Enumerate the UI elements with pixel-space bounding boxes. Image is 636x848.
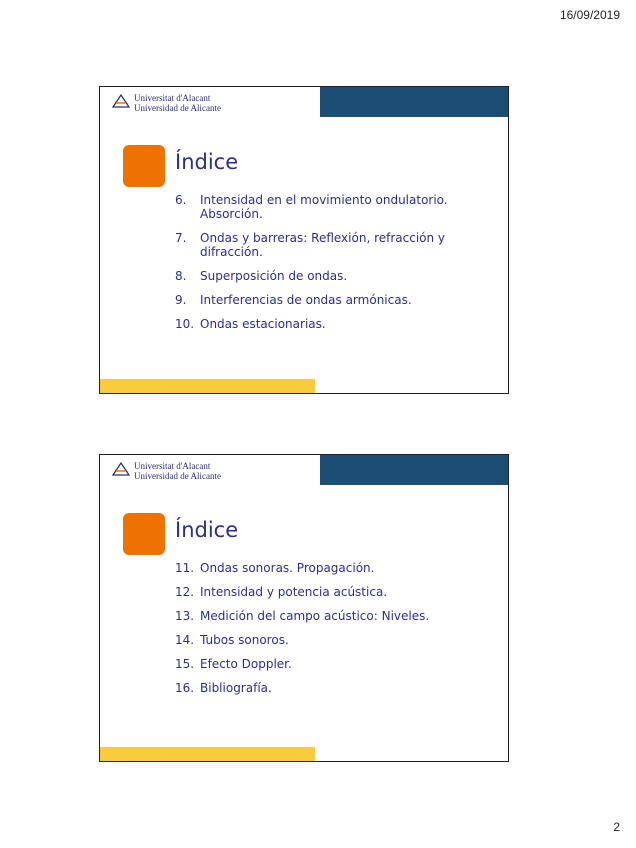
footer-bar: [100, 747, 315, 761]
toc-item-text: Intensidad y potencia acústica.: [200, 585, 388, 599]
toc-item: [175, 269, 490, 283]
toc-item: [175, 633, 490, 647]
university-logo: [112, 461, 221, 481]
university-logo: [112, 93, 221, 113]
toc-item: [175, 657, 490, 671]
title-accent-square: [123, 513, 165, 555]
logo-line-2: Universidad de Alicante: [134, 103, 221, 113]
toc-item-text: Superposición de ondas.: [200, 269, 348, 283]
toc-list: [175, 193, 490, 341]
toc-item-text: Efecto Doppler.: [200, 657, 292, 671]
title-accent-square: [123, 145, 165, 187]
logo-line-1: Universitat d'Alacant: [134, 461, 211, 471]
toc-item-number: 9.: [175, 293, 187, 307]
slide-title: Índice: [175, 518, 239, 542]
page-date: 16/09/2019: [559, 8, 620, 22]
toc-item-number: 14.: [175, 633, 195, 647]
toc-item-number: 16.: [175, 681, 195, 695]
toc-item-number: 7.: [175, 231, 187, 245]
page-number: 2: [613, 820, 620, 834]
slide-1: [99, 86, 509, 394]
logo-line-2: Universidad de Alicante: [134, 471, 221, 481]
toc-item-text: Medición del campo acústico: Niveles.: [200, 609, 430, 623]
toc-item-number: 15.: [175, 657, 195, 671]
header-bar: [320, 87, 508, 117]
toc-item-text: Intensidad en el movimiento ondulatorio. Absorción.: [200, 193, 448, 221]
toc-item-text: Ondas y barreras: Reflexión, refracción y difracción.: [200, 231, 446, 259]
toc-item: [175, 293, 490, 307]
toc-item-number: 8.: [175, 269, 187, 283]
toc-item-text: Ondas estacionarias.: [200, 317, 326, 331]
toc-item-text: Tubos sonoros.: [200, 633, 289, 647]
toc-list: [175, 561, 490, 705]
university-emblem-icon: [112, 461, 130, 477]
toc-item-number: 10.: [175, 317, 195, 331]
logo-line-1: Universitat d'Alacant: [134, 93, 211, 103]
slide-title: Índice: [175, 150, 239, 174]
toc-item-text: Bibliografía.: [200, 681, 272, 695]
toc-item: [175, 231, 490, 259]
toc-item-number: 13.: [175, 609, 195, 623]
toc-item: [175, 585, 490, 599]
toc-item-number: 6.: [175, 193, 187, 207]
toc-item: [175, 681, 490, 695]
toc-item: [175, 317, 490, 331]
university-emblem-icon: [112, 93, 130, 109]
toc-item-text: Ondas sonoras. Propagación.: [200, 561, 375, 575]
toc-item: [175, 193, 490, 221]
toc-item: [175, 609, 490, 623]
toc-item: [175, 561, 490, 575]
footer-bar: [100, 379, 315, 393]
slide-2: [99, 454, 509, 762]
header-bar: [320, 455, 508, 485]
toc-item-number: 11.: [175, 561, 195, 575]
toc-item-number: 12.: [175, 585, 195, 599]
toc-item-text: Interferencias de ondas armónicas.: [200, 293, 412, 307]
